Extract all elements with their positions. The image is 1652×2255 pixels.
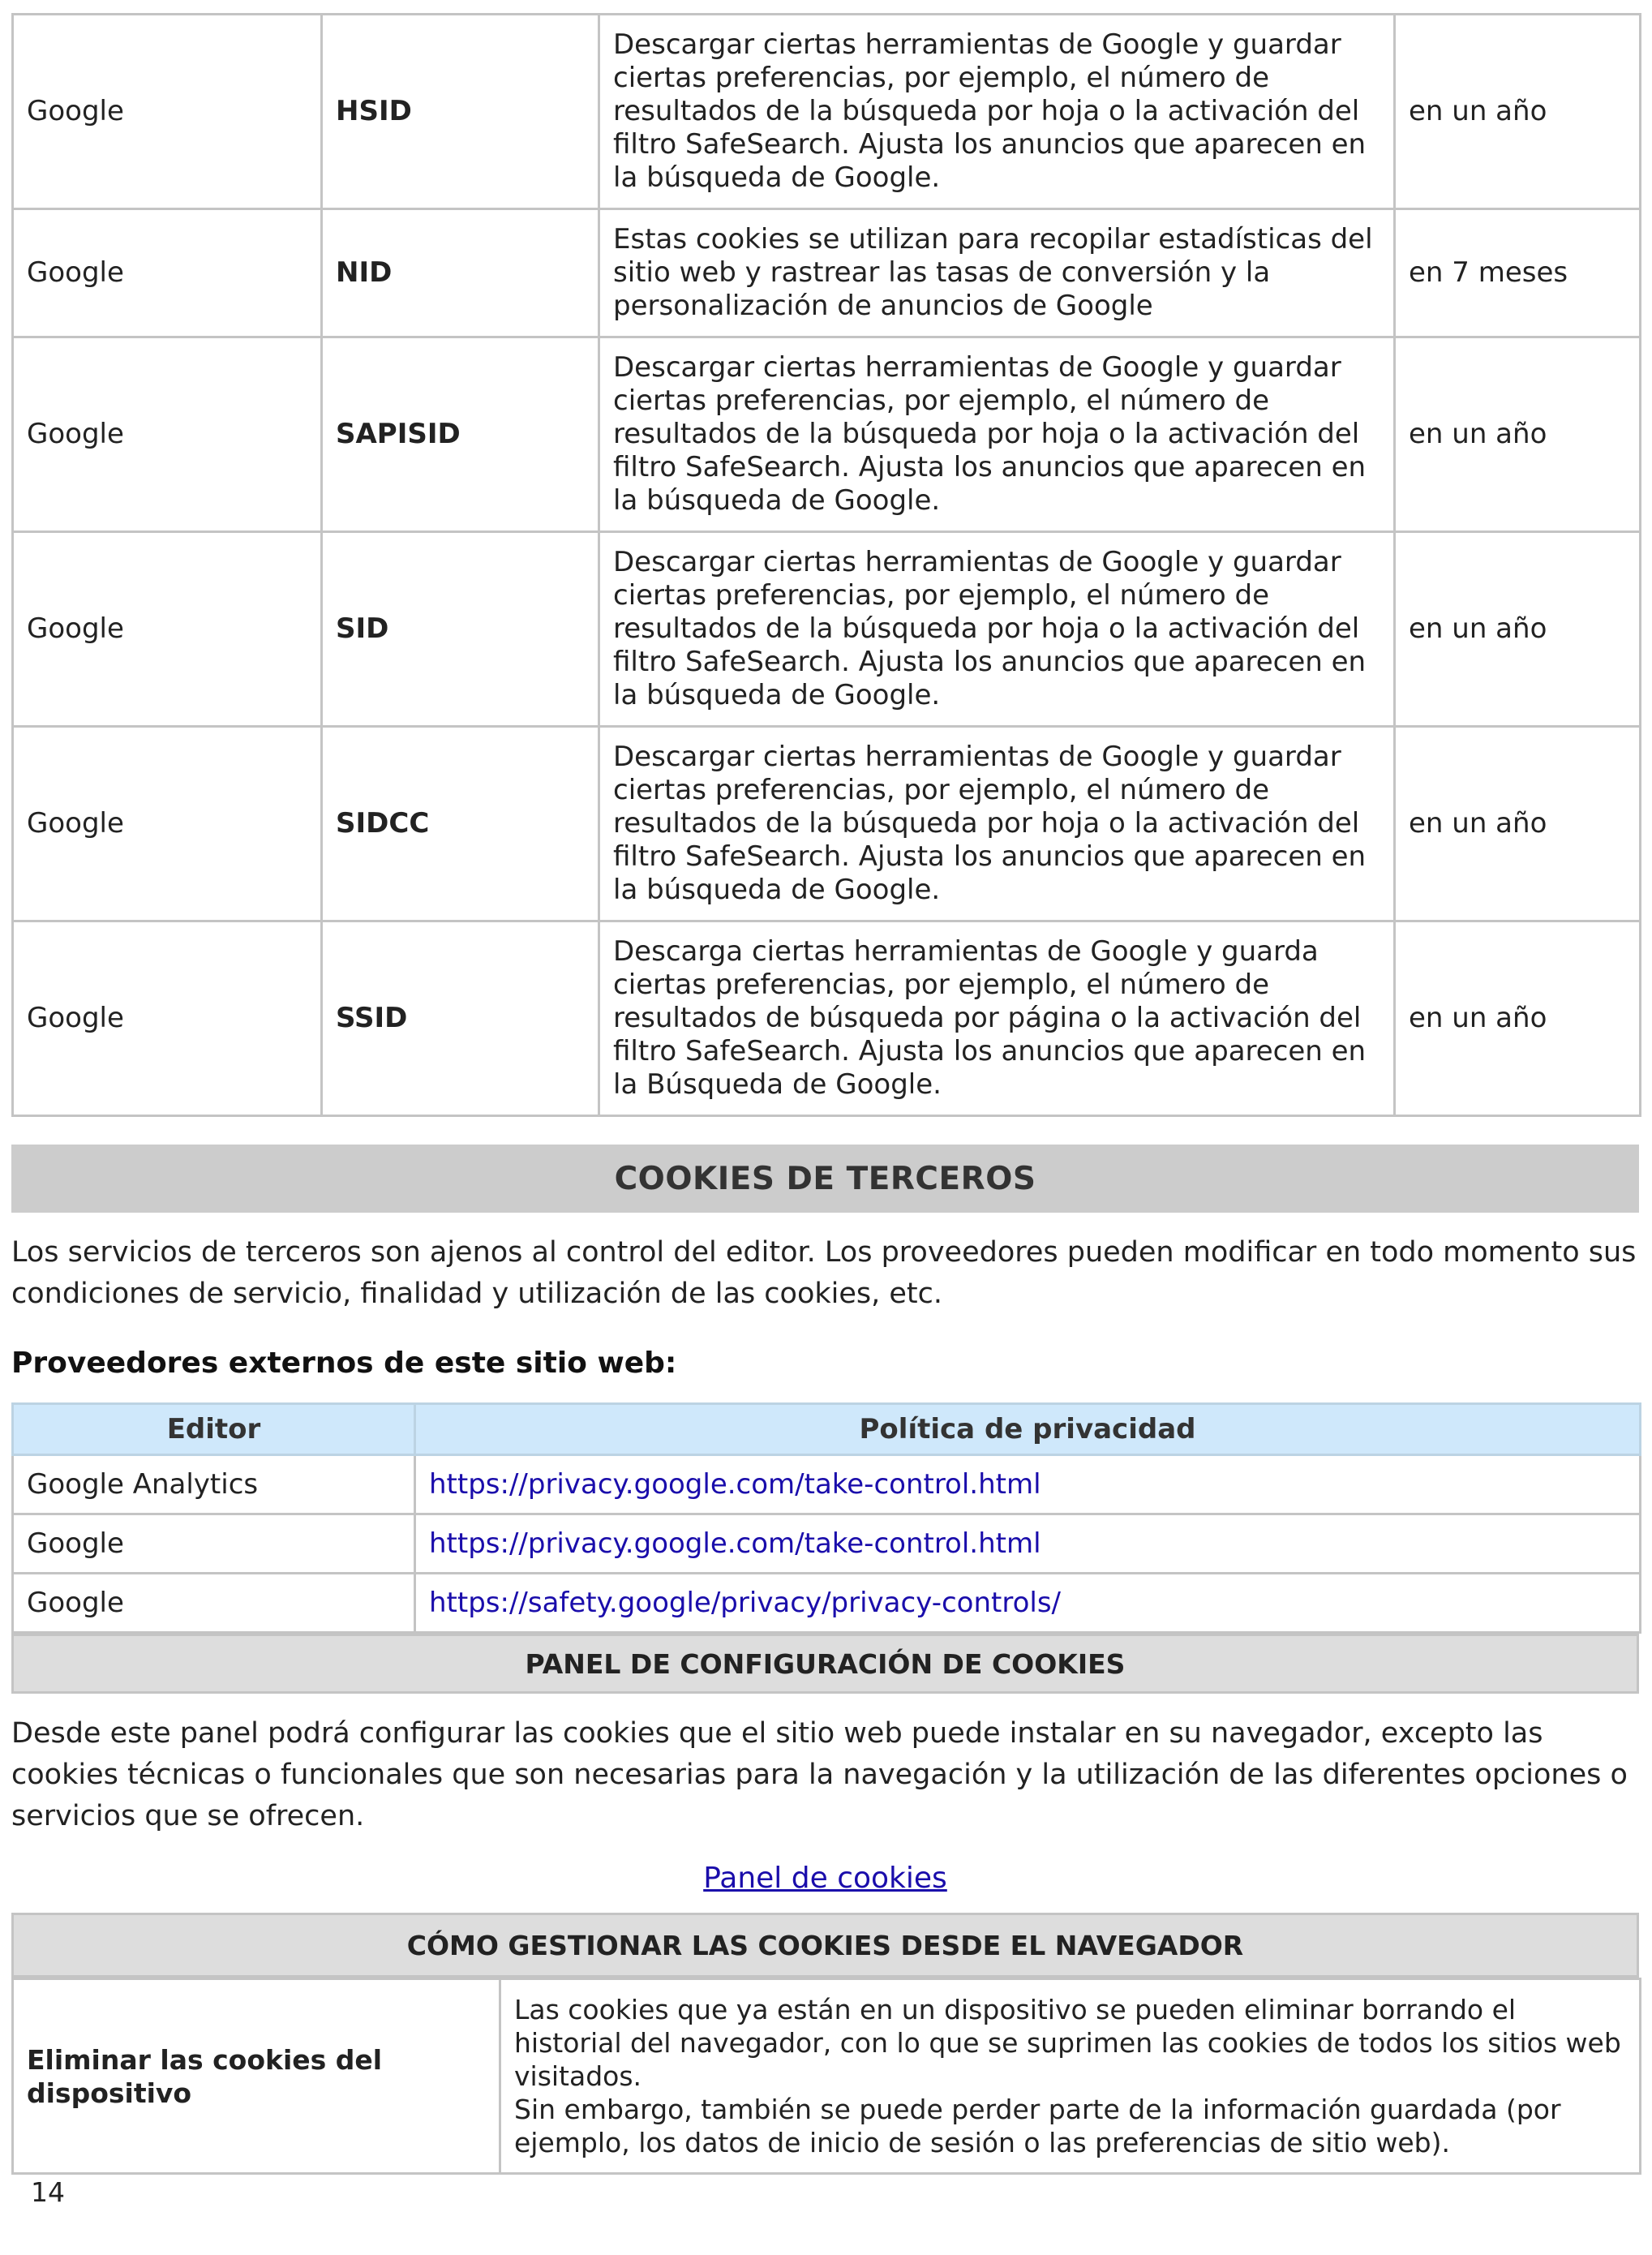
editor-cell: Google [13, 1574, 415, 1633]
expiry-cell: en 7 meses [1395, 209, 1641, 337]
table-row [13, 1455, 1641, 1514]
editor-cell: Google [13, 1514, 415, 1574]
table-header-row [13, 1404, 1641, 1455]
third-party-intro: Los servicios de terceros son ajenos al control del editor. Los proveedores pueden modificar en todo momento sus condiciones de servicio, finalidad y utilización de las cookies, etc. [11, 1236, 1637, 1310]
expiry-cell: en un año [1395, 532, 1641, 727]
provider-cell: Google [13, 532, 322, 727]
table-row [13, 921, 1641, 1116]
expiry-cell: en un año [1395, 337, 1641, 532]
purpose-cell: Descargar ciertas herramientas de Google y guardar ciertas preferencias, por ejemplo, el número de resultados de la búsqueda por hoja o la activación del filtro SafeSearch. Ajusta los anuncios que aparecen en la búsqueda de Google. [599, 727, 1395, 921]
expiry-cell: en un año [1395, 15, 1641, 209]
third-party-section-heading: COOKIES DE TERCEROS [11, 1145, 1639, 1213]
provider-cell: Google [13, 209, 322, 337]
purpose-cell: Descargar ciertas herramientas de Google y guardar ciertas preferencias, por ejemplo, el número de resultados de la búsqueda por hoja o la activación del filtro SafeSearch. Ajusta los anuncios que aparecen en la búsqueda de Google. [599, 15, 1395, 209]
cookie-panel-link[interactable]: Panel de cookies [703, 1862, 947, 1895]
expiry-cell: en un año [1395, 921, 1641, 1116]
table-row [13, 1574, 1641, 1633]
purpose-cell: Estas cookies se utilizan para recopilar estadísticas del sitio web y rastrear las tasas de conversión y la personalización de anuncios de Google [599, 209, 1395, 337]
provider-cell: Google [13, 921, 322, 1116]
table-row [13, 1979, 1641, 2174]
policy-cell [415, 1574, 1641, 1633]
cookies-table [11, 13, 1641, 1117]
purpose-cell: Descargar ciertas herramientas de Google y guardar ciertas preferencias, por ejemplo, el número de resultados de la búsqueda por hoja o la activación del filtro SafeSearch. Ajusta los anuncios que aparecen en la búsqueda de Google. [599, 337, 1395, 532]
policy-cell [415, 1514, 1641, 1574]
browser-management-table [11, 1978, 1641, 2175]
table-row [13, 532, 1641, 727]
config-panel-text: Desde este panel podrá configurar las cookies que el sitio web puede instalar en su navegador, excepto las cookies técnicas o funcionales que son necesarias para la navegación y la utilización de las diferentes opciones o servicios que se ofrecen. [11, 1717, 1628, 1832]
purpose-cell: Descarga ciertas herramientas de Google y guarda ciertas preferencias, por ejemplo, el número de resultados de búsqueda por página o la activación del filtro SafeSearch. Ajusta los anuncios que aparecen en la Búsqueda de Google. [599, 921, 1395, 1116]
cookie-name-cell: SAPISID [322, 337, 599, 532]
policy-cell [415, 1455, 1641, 1514]
cookie-panel-link-wrapper [11, 1862, 1639, 1895]
expiry-cell: en un año [1395, 727, 1641, 921]
provider-cell: Google [13, 337, 322, 532]
table-row [13, 1514, 1641, 1574]
config-panel-heading: PANEL DE CONFIGURACIÓN DE COOKIES [11, 1634, 1639, 1694]
providers-heading: Proveedores externos de este sitio web: [11, 1347, 677, 1380]
provider-cell: Google [13, 727, 322, 921]
table-row [13, 337, 1641, 532]
management-label-cell: Eliminar las cookies del dispositivo [13, 1979, 500, 2174]
table-row [13, 727, 1641, 921]
providers-table [11, 1402, 1641, 1634]
purpose-cell: Descargar ciertas herramientas de Google y guardar ciertas preferencias, por ejemplo, el número de resultados de la búsqueda por hoja o la activación del filtro SafeSearch. Ajusta los anuncios que aparecen en la búsqueda de Google. [599, 532, 1395, 727]
cookie-name-cell: NID [322, 209, 599, 337]
management-text-cell [500, 1979, 1641, 2174]
editor-cell: Google Analytics [13, 1455, 415, 1514]
cookie-name-cell: SID [322, 532, 599, 727]
cookie-name-cell: SIDCC [322, 727, 599, 921]
cookie-name-cell: SSID [322, 921, 599, 1116]
privacy-policy-link[interactable]: https://privacy.google.com/take-control.html [429, 1468, 1041, 1501]
management-text-paragraph: Sin embargo, también se puede perder parte de la información guardada (por ejemplo, los datos de inicio de sesión o las preferencias de sitio web). [514, 2094, 1561, 2158]
column-header-editor: Editor [13, 1404, 415, 1455]
browser-management-heading: CÓMO GESTIONAR LAS COOKIES DESDE EL NAVEGADOR [11, 1913, 1639, 1978]
column-header-privacy-policy: Política de privacidad [415, 1404, 1641, 1455]
privacy-policy-link[interactable]: https://privacy.google.com/take-control.html [429, 1527, 1041, 1560]
privacy-policy-link[interactable]: https://safety.google/privacy/privacy-controls/ [429, 1587, 1062, 1619]
provider-cell: Google [13, 15, 322, 209]
table-row [13, 15, 1641, 209]
document-page [11, 13, 1639, 2175]
table-row [13, 209, 1641, 337]
management-text-paragraph: Las cookies que ya están en un dispositivo se pueden eliminar borrando el historial del navegador, con lo que se suprimen las cookies de todos los sitios web visitados. [514, 1994, 1621, 2092]
page-number: 14 [31, 2176, 65, 2208]
cookie-name-cell: HSID [322, 15, 599, 209]
